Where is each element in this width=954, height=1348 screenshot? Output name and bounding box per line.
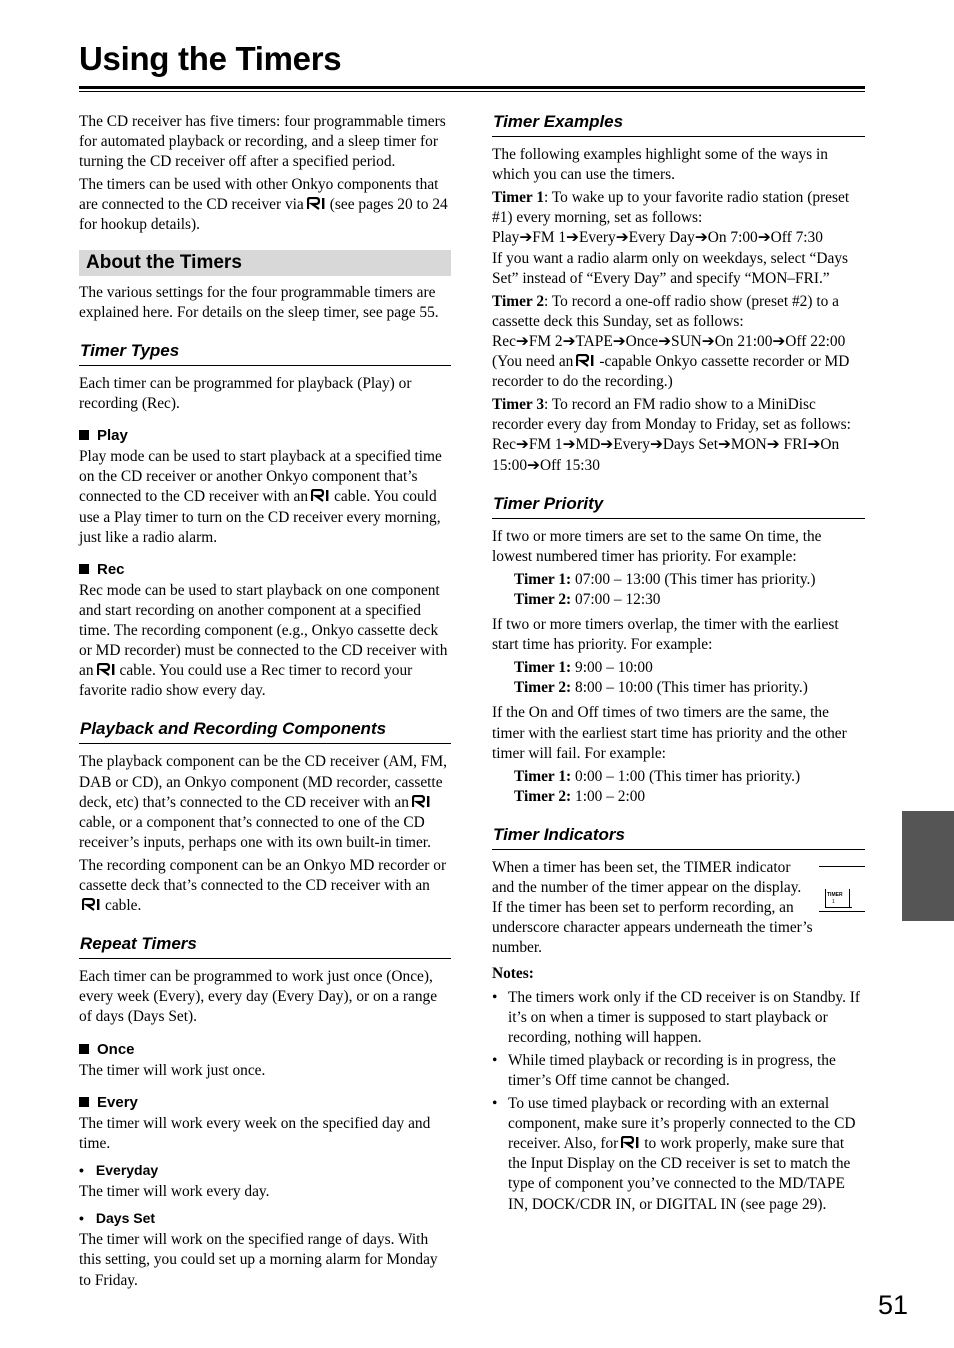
section-heading-about: About the Timers: [79, 250, 451, 276]
heading-everyday: • Everyday: [79, 1162, 159, 1179]
priority-paragraph-2: If two or more timers overlap, the timer with the earliest start time has priority. For example:: [492, 616, 839, 654]
bullet-dot-icon: •: [492, 988, 498, 1006]
heading-once: Once: [79, 1040, 451, 1060]
timer-3-sequence: Rec➔FM 1➔MD➔Every➔Days Set➔MON➔ FRI➔On 15:00➔Off 15:30: [492, 436, 840, 474]
priority-example-line: Timer 2: 1:00 – 2:00: [514, 787, 646, 805]
left-column: [79, 112, 451, 1294]
timer-1-note: If you want a radio alarm only on weekdays, select “Days Set” instead of “Every Day” and specify “MON–FRI.”: [492, 249, 848, 287]
timer-1-sequence: Play➔FM 1➔Every➔Every Day➔On 7:00➔Off 7:30: [492, 229, 823, 247]
heading-play: Play: [79, 426, 451, 446]
title-rule-thin: [79, 91, 865, 92]
priority-example-line: Timer 2: 8:00 – 10:00 (This timer has priority.): [514, 679, 808, 697]
bullet-dot-icon: •: [79, 1162, 84, 1179]
subheading-timer-indicators: Timer Indicators: [492, 825, 865, 850]
play-paragraph: Play mode can be used to start playback at a specified time on the CD receiver or another Onkyo component that’s connected to the CD receiver with an cable. You could use a Play timer to turn on the CD receiver every morning, just like a radio alarm.: [79, 448, 442, 546]
square-bullet-icon: [79, 564, 89, 574]
repeat-paragraph: Each timer can be programmed to work just once (Once), every week (Every), every day (Every Day), or on a range of days (Days Set).: [79, 968, 438, 1026]
subheading-timer-types: Timer Types: [79, 341, 451, 366]
ri-logo-icon: [97, 663, 117, 676]
page-number: 51: [878, 1290, 909, 1320]
priority-paragraph-1: If two or more timers are set to the same On time, the lowest numbered timer has priority. For example:: [492, 527, 822, 565]
chapter-side-tab: [902, 811, 954, 921]
ri-logo-icon: [311, 489, 331, 502]
once-paragraph: The timer will work just once.: [79, 1061, 266, 1079]
indicators-paragraph: When a timer has been set, the TIMER indicator and the number of the timer appear on the display. If the timer has been set to perform recording, an underscore character appears underneath the timer’s number.: [492, 859, 813, 957]
ri-logo-icon: [412, 795, 432, 808]
every-paragraph: The timer will work every week on the specified day and time.: [79, 1114, 431, 1152]
timer-3-example: Timer 3: To record an FM radio show to a MiniDisc recorder every day from Monday to Friday, set as follows: Rec➔FM 1➔MD➔Every➔Days Set➔MON➔ FRI➔On 15:00➔Off 15:30: [492, 396, 851, 474]
note-item: • To use timed playback or recording with an external component, make sure it’s properly connected to the CD receiver. Also, for to work properly, make sure that the Input Display on the CD receiver is set to match the type of component you’ve connected to the MD/TAPE IN, DOCK/CDR IN, or DIGITAL IN (see page 29).: [492, 1094, 865, 1215]
timer-indicator-figure: [819, 866, 865, 912]
everyday-paragraph: The timer will work every day.: [79, 1183, 270, 1201]
priority-example-line: Timer 1: 9:00 – 10:00: [514, 659, 653, 677]
examples-intro: The following examples highlight some of the ways in which you can use the timers.: [492, 146, 828, 184]
right-column: [492, 112, 865, 1218]
subheading-components: Playback and Recording Components: [79, 719, 451, 744]
components-paragraph-2: The recording component can be an Onkyo MD recorder or cassette deck that’s connected to the CD receiver with ancable.: [79, 856, 447, 915]
priority-example-line: Timer 1: 0:00 – 1:00 (This timer has priority.): [514, 767, 801, 785]
priority-paragraph-3: If the On and Off times of two timers are the same, the timer with the earliest start time has priority and the other timer will fail. For example:: [492, 704, 847, 762]
priority-example-line: Timer 2: 07:00 – 12:30: [514, 590, 661, 608]
components-paragraph-1: The playback component can be the CD receiver (AM, FM, DAB or CD), an Onkyo component (MD recorder, cassette deck, etc) that’s connected to the CD receiver with ancable, or a component that’s connected to one of the CD receiver’s inputs, perhaps one with its own built-in timer.: [79, 753, 447, 851]
timer-1-example: Timer 1: To wake up to your favorite radio station (preset #1) every morning, set as follows: Play➔FM 1➔Every➔Every Day➔On 7:00➔Off 7:30 If you want a radio alarm only on weekdays, select “Days Set” instead of “Every Day” and specify “MON–FRI.”: [492, 189, 850, 287]
ri-logo-icon: [82, 898, 102, 911]
page-title: Using the Timers: [79, 40, 342, 77]
ri-logo-icon: [576, 354, 596, 367]
types-paragraph: Each timer can be programmed for playback (Play) or recording (Rec).: [79, 374, 412, 413]
bullet-dot-icon: •: [79, 1210, 84, 1227]
ri-logo-icon: [621, 1136, 641, 1149]
subheading-repeat-timers: Repeat Timers: [79, 934, 451, 959]
heading-days-set: • Days Set: [79, 1210, 156, 1227]
note-item: • While timed playback or recording is in progress, the timer’s Off time cannot be changed.: [492, 1051, 865, 1091]
timer-2-sequence: Rec➔FM 2➔TAPE➔Once➔SUN➔On 21:00➔Off 22:00: [492, 332, 846, 350]
heading-rec: Rec: [79, 560, 451, 580]
notes-heading: Notes:: [492, 965, 534, 983]
bullet-dot-icon: •: [492, 1095, 498, 1113]
square-bullet-icon: [79, 1097, 89, 1107]
days-set-paragraph: The timer will work on the specified range of days. With this setting, you could set up a morning alarm for Monday to Friday.: [79, 1231, 438, 1289]
square-bullet-icon: [79, 430, 89, 440]
rec-paragraph: Rec mode can be used to start playback on one component and start recording on another component at a specified time. The recording component (e.g., Onkyo cassette deck or MD recorder) must be connected to the CD receiver with an cable. You could use a Rec timer to record your favorite radio show every day.: [79, 581, 448, 700]
ri-logo-icon: [307, 197, 327, 210]
intro-paragraph: The CD receiver has five timers: four programmable timers for automated playback or recording, and a sleep timer for turning the CD receiver off after a specified period.: [79, 113, 446, 171]
square-bullet-icon: [79, 1044, 89, 1054]
note-item: • The timers work only if the CD receiver is on Standby. If it’s on when a timer is supposed to start playback or recording, nothing will happen.: [492, 988, 865, 1048]
heading-every: Every: [79, 1093, 451, 1113]
timer-2-example: Timer 2: To record a one-off radio show (preset #2) to a cassette deck this Sunday, set as follows: Rec➔FM 2➔TAPE➔Once➔SUN➔On 21:00➔Off 22:00 (You need an -capable Onkyo cassette recorder or MD recorder to do the recording.): [492, 292, 850, 391]
priority-example-line: Timer 1: 07:00 – 13:00 (This timer has priority.): [514, 570, 816, 588]
intro-paragraph-2: The timers can be used with other Onkyo components that are connected to the CD receiver via (see pages 20 to 24 for hookup details).: [79, 176, 448, 234]
subheading-timer-examples: Timer Examples: [492, 112, 865, 137]
timer-indicator-label: TIMER: [827, 892, 843, 898]
bullet-dot-icon: •: [492, 1051, 498, 1069]
subheading-timer-priority: Timer Priority: [492, 494, 865, 519]
timer-indicator-number: 1: [832, 899, 835, 905]
about-paragraph: The various settings for the four programmable timers are explained here. For details on the sleep timer, see page 55.: [79, 283, 439, 321]
title-rule: [79, 86, 865, 89]
